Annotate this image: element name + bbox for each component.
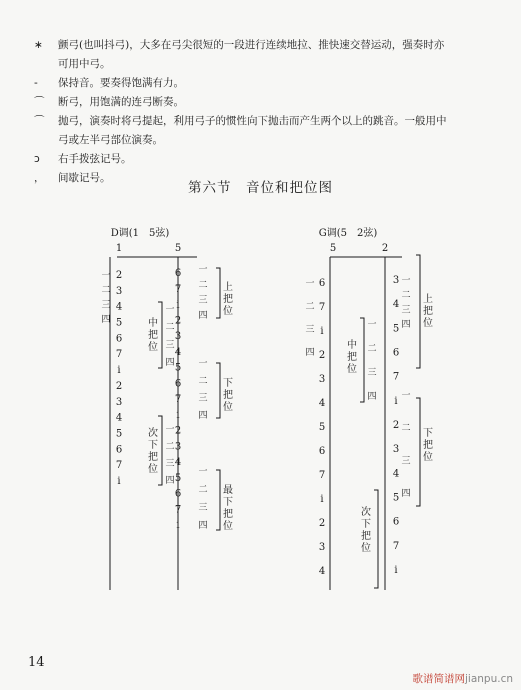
definition-text: 保持音。要奏得饱满有力。 <box>58 77 184 89</box>
note-outer-d: 6 <box>174 268 182 279</box>
bracket-lowest-d <box>216 470 220 530</box>
position-label-sublower-d: 次 <box>148 428 158 439</box>
finger-middle-g: 一 <box>367 320 377 330</box>
definition-text: 右手拨弦记号。 <box>58 153 132 165</box>
position-label-upper-g: 把 <box>423 306 433 317</box>
note-outer-g: 4 <box>392 299 400 311</box>
note-inner-g: 7 <box>318 302 326 313</box>
note-outer-d: 6 <box>174 378 182 390</box>
finger-middle-g: 三 <box>367 368 377 378</box>
finger-lower-g: 三 <box>401 456 411 467</box>
watermark-domain: jianpu.cn <box>464 673 513 685</box>
note-outer-g: 7 <box>392 540 400 552</box>
slur-staccato-symbol-icon: ⌒ <box>34 96 45 108</box>
page-number: 14 <box>28 655 45 670</box>
finger-lower-g: 二 <box>401 423 411 434</box>
note-outer-d: 2 <box>174 315 182 327</box>
note-inner-d: 5 <box>115 317 123 329</box>
note-outer-g: 3 <box>392 275 400 286</box>
bracket-middle-g <box>360 318 364 402</box>
note-inner-g: 2 <box>318 350 326 361</box>
open-string-outer-g: 2 <box>381 243 389 254</box>
right-pizzicato-symbol-icon: ɔ <box>34 153 40 165</box>
position-label-lowest-d: 把 <box>223 509 233 520</box>
note-outer-d: 3 <box>174 331 182 342</box>
ricochet-symbol-icon: ⌒ <box>34 115 45 127</box>
finger-lower-g: 四 <box>401 489 411 499</box>
watermark <box>412 671 513 686</box>
finger-inner-d: 一 <box>101 271 111 281</box>
section-title: 第六节 音位和把位图 <box>188 180 333 196</box>
note-outer-d: 4 <box>174 346 182 358</box>
position-label-middle-d: 位 <box>148 342 158 353</box>
tremolo-symbol-icon: ∗ <box>34 39 43 51</box>
bracket-lower-d <box>216 363 220 418</box>
bracket-lower-g <box>416 398 420 506</box>
tenuto-symbol-icon: - <box>34 77 38 89</box>
finger-sublower-d: 一 <box>165 425 175 435</box>
position-label-lower-d: 位 <box>223 402 233 413</box>
watermark-site-name: 歌谱简谱网 <box>412 673 465 685</box>
note-outer-g: 6 <box>392 516 400 528</box>
finger-middle-d: 一 <box>165 305 175 315</box>
note-inner-g: 6 <box>318 278 326 289</box>
note-outer-d: 5 <box>174 362 182 374</box>
note-inner-g: 4 <box>318 566 326 577</box>
finger-middle-d: 二 <box>165 322 175 333</box>
definition-text: 间歇记号。 <box>58 172 111 184</box>
note-outer-d: i <box>176 409 180 421</box>
note-inner-g: 4 <box>318 398 326 409</box>
note-inner-d: i <box>117 476 121 487</box>
note-inner-g: 7 <box>318 470 326 481</box>
finger-lowest-d: 二 <box>198 485 208 495</box>
finger-upper-g: 三 <box>401 305 411 316</box>
finger-inner-d: 四 <box>101 315 111 325</box>
open-string-inner-d: 1 <box>115 243 123 254</box>
position-label-upper-d: 把 <box>223 294 233 305</box>
note-outer-d: 5 <box>174 472 182 484</box>
position-label-lower-d: 下 <box>223 378 233 389</box>
finger-inner-g: 一 <box>305 279 315 289</box>
finger-sublower-d: 三 <box>165 459 175 469</box>
finger-inner-d: 三 <box>101 300 111 311</box>
finger-lowest-d: 四 <box>198 521 208 531</box>
note-outer-g: 4 <box>392 468 400 480</box>
definition-text: 断弓，用饱满的连弓断奏。 <box>58 96 184 108</box>
note-inner-d: 6 <box>115 333 123 345</box>
position-label-lower-g: 把 <box>423 440 433 451</box>
note-inner-d: 3 <box>115 285 123 297</box>
finger-middle-g: 四 <box>367 392 377 402</box>
note-inner-d: 4 <box>115 412 123 424</box>
note-outer-g: 5 <box>392 492 400 504</box>
finger-middle-d: 四 <box>165 358 175 368</box>
definition-text-cont: 弓或左半弓部位演奏。 <box>58 134 163 146</box>
note-inner-g: 2 <box>318 518 326 529</box>
position-label-lowest-d: 位 <box>223 521 233 532</box>
note-inner-g: i <box>320 494 324 505</box>
definition-text: 颤弓(也叫抖弓)，大多在弓尖很短的一段进行连续地拉、推快速交替运动，强奏时亦 <box>58 39 445 51</box>
finger-upper-d: 一 <box>198 265 208 275</box>
position-label-lower-d: 把 <box>223 390 233 401</box>
position-label-upper-d: 上 <box>223 282 233 293</box>
note-inner-d: 2 <box>115 270 123 281</box>
finger-sublower-d: 二 <box>165 442 175 452</box>
note-outer-g: 7 <box>392 371 400 383</box>
finger-lower-d: 四 <box>198 411 208 421</box>
note-inner-d: i <box>117 365 121 377</box>
note-outer-g: 5 <box>392 323 400 335</box>
position-label-middle-d: 把 <box>148 330 158 341</box>
finger-upper-d: 四 <box>198 311 208 321</box>
note-outer-d: 7 <box>174 504 182 516</box>
note-outer-g: 6 <box>392 347 400 359</box>
note-outer-d: 6 <box>174 488 182 500</box>
finger-inner-d: 二 <box>101 285 111 296</box>
position-label-sublower-d: 下 <box>148 440 158 451</box>
position-label-middle-d: 中 <box>148 318 158 329</box>
position-label-lowest-d: 最 <box>223 485 233 496</box>
bracket-upper-g <box>416 255 420 368</box>
note-outer-d: 2 <box>174 425 182 437</box>
note-inner-g: i <box>320 326 324 337</box>
position-label-lower-g: 位 <box>423 452 433 463</box>
finger-lowest-d: 三 <box>198 503 208 513</box>
open-string-inner-g: 5 <box>329 243 337 254</box>
note-outer-g: i <box>394 565 398 576</box>
finger-inner-g: 三 <box>305 325 315 335</box>
position-label-upper-g: 上 <box>423 294 433 305</box>
position-label-sublower-d: 把 <box>148 452 158 463</box>
finger-upper-g: 二 <box>401 290 411 301</box>
note-inner-d: 3 <box>115 396 123 408</box>
note-inner-g: 5 <box>318 422 326 433</box>
finger-lower-g: 一 <box>401 391 411 401</box>
finger-inner-g: 四 <box>305 348 315 358</box>
finger-upper-d: 三 <box>198 295 208 306</box>
note-inner-d: 5 <box>115 428 123 440</box>
position-label-middle-g: 位 <box>347 364 357 375</box>
finger-middle-g: 二 <box>367 344 377 354</box>
note-inner-d: 6 <box>115 444 123 456</box>
position-label-sublower-g: 把 <box>361 531 371 542</box>
bracket-upper-d <box>216 268 220 318</box>
finger-upper-g: 四 <box>401 320 411 330</box>
note-inner-d: 7 <box>115 349 123 361</box>
note-inner-d: 7 <box>115 460 123 472</box>
position-label-upper-d: 位 <box>223 306 233 317</box>
position-label-sublower-g: 次 <box>361 507 371 518</box>
note-outer-d: i <box>176 520 180 531</box>
note-outer-d: 3 <box>174 441 182 453</box>
breath-mark-symbol-icon: ， <box>34 172 45 184</box>
bracket-middle-d <box>158 302 162 368</box>
note-outer-d: i <box>176 299 180 311</box>
definition-text-cont: 可用中弓。 <box>58 58 111 70</box>
position-label-middle-g: 中 <box>347 340 357 351</box>
open-string-outer-d: 5 <box>174 243 182 254</box>
note-outer-d: 4 <box>174 457 182 468</box>
note-outer-d: 7 <box>174 283 182 295</box>
finger-lower-d: 一 <box>198 359 208 369</box>
note-outer-d: 7 <box>174 394 182 405</box>
finger-upper-d: 二 <box>198 280 208 291</box>
finger-upper-g: 一 <box>401 276 411 286</box>
position-label-sublower-g: 位 <box>361 543 371 554</box>
definition-text: 抛弓，演奏时将弓提起，利用弓子的惯性向下抛击而产生两个以上的跳音。一般用中 <box>58 115 447 127</box>
position-label-sublower-g: 下 <box>361 519 371 530</box>
key-label-g: G调(5 2弦) <box>318 228 378 239</box>
finger-middle-d: 三 <box>165 340 175 351</box>
note-inner-g: 6 <box>318 446 326 457</box>
bracket-sublower-g <box>374 490 378 588</box>
finger-lower-d: 二 <box>198 376 208 387</box>
note-inner-d: 2 <box>115 380 123 392</box>
finger-inner-g: 二 <box>305 302 315 312</box>
note-outer-g: 2 <box>392 420 400 431</box>
finger-lower-d: 三 <box>198 393 208 404</box>
finger-lowest-d: 一 <box>198 467 208 477</box>
note-outer-g: 3 <box>392 444 400 456</box>
finger-sublower-d: 四 <box>165 476 175 486</box>
position-label-lowest-d: 下 <box>223 497 233 508</box>
position-label-lower-g: 下 <box>423 428 433 439</box>
note-inner-g: 3 <box>318 542 326 553</box>
bracket-sublower-d <box>158 416 162 485</box>
position-label-sublower-d: 位 <box>148 464 158 475</box>
key-label-d: D调(1 5弦) <box>110 228 170 239</box>
position-label-upper-g: 位 <box>423 318 433 329</box>
note-inner-d: 4 <box>115 301 123 313</box>
note-outer-g: i <box>394 395 398 407</box>
position-label-middle-g: 把 <box>347 352 357 363</box>
note-inner-g: 3 <box>318 374 326 385</box>
